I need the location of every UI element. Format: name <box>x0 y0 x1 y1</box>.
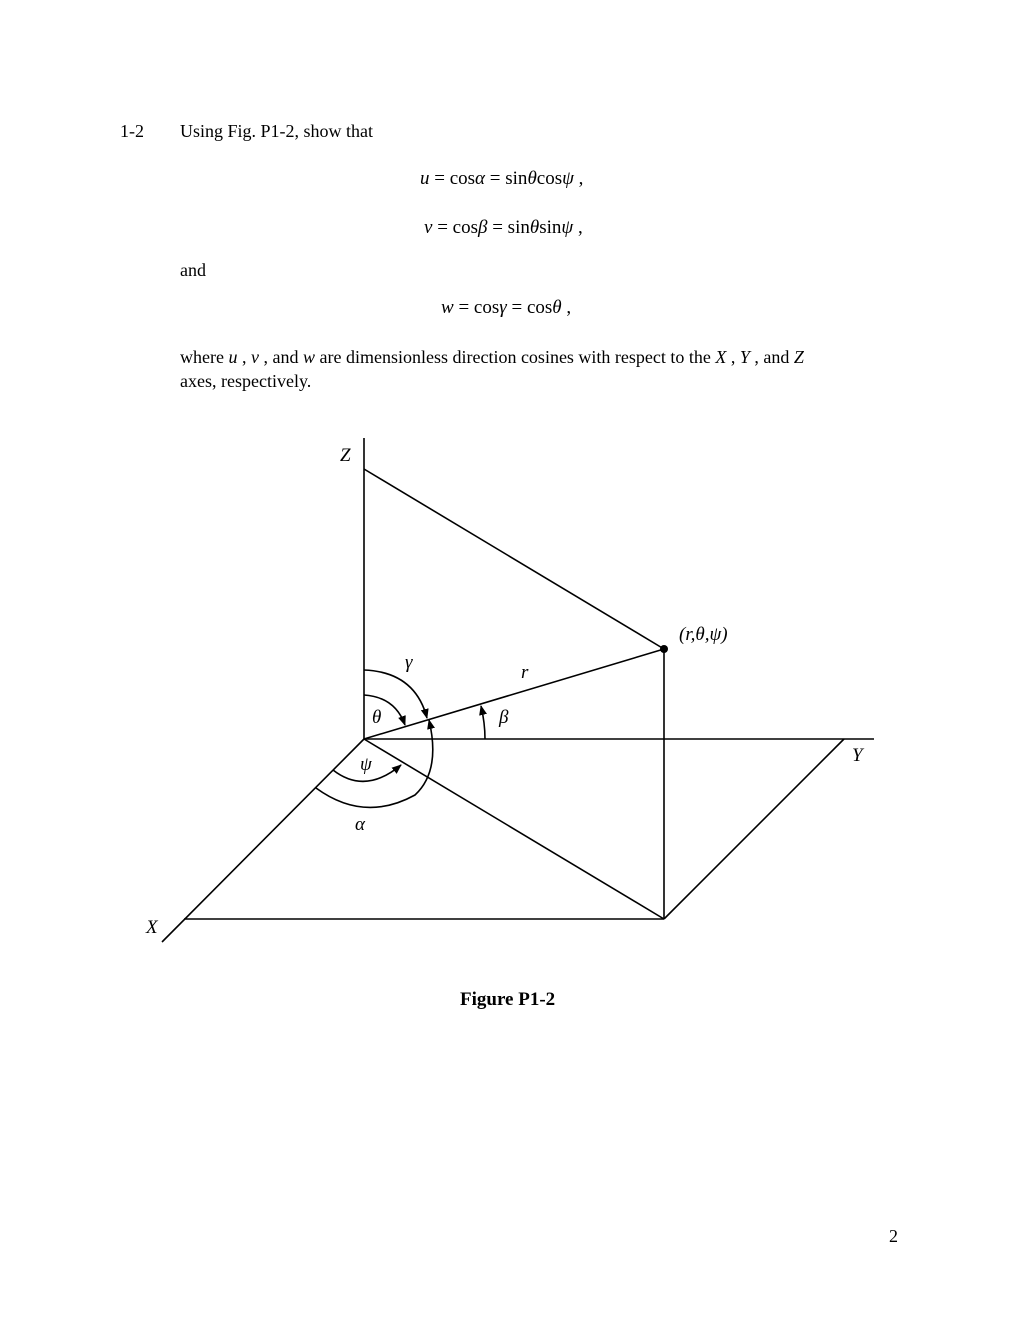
where-c4: , and <box>749 347 794 367</box>
beta-arc <box>481 706 485 739</box>
eq-v-theta: θ <box>529 217 540 238</box>
where-c1: , <box>237 347 251 367</box>
problem-intro: Using Fig. P1-2, show that <box>180 121 374 141</box>
eq-v-cos: cos <box>452 217 478 238</box>
eq-u-cos2: cos <box>536 168 563 189</box>
eq-w-lhs: w <box>441 297 454 318</box>
page-number: 2 <box>889 1226 898 1246</box>
x-axis <box>162 739 364 942</box>
eq-v-sin: sin <box>507 217 530 238</box>
where-z: Z <box>793 347 804 367</box>
where-c3: , <box>726 347 740 367</box>
problem-number: 1-2 <box>120 121 144 141</box>
psi-label: ψ <box>360 754 372 775</box>
eq-u-alpha: α <box>475 168 486 189</box>
and-text: and <box>180 260 206 280</box>
x-axis-label: X <box>146 917 158 938</box>
where-line-2: axes, respectively. <box>180 371 312 391</box>
where-y: Y <box>739 347 750 367</box>
z-axis-label: Z <box>340 445 351 466</box>
theta-arc <box>364 695 405 725</box>
alpha-label: α <box>355 814 365 835</box>
equation-w: w = cosγ = cosθ , <box>441 297 572 318</box>
z-to-point-line <box>364 469 664 649</box>
y-parallel-line <box>664 739 844 919</box>
eq-u-end: , <box>573 168 584 189</box>
eq-u-lhs: u <box>420 168 430 189</box>
gamma-label: γ <box>405 652 413 673</box>
eq-w-end: , <box>561 297 572 318</box>
eq-w-gamma: γ <box>499 297 507 318</box>
y-axis-label: Y <box>852 745 863 766</box>
where-u: u <box>228 347 238 367</box>
alpha-arc <box>316 720 433 807</box>
figure-caption: Figure P1-2 <box>460 989 556 1010</box>
equation-v: v = cosβ = sinθsinψ , <box>424 217 583 238</box>
eq-v-beta: β <box>477 217 488 238</box>
where-t1: are dimensionless direction cosines with respect to the <box>315 347 716 367</box>
where-c2: , and <box>258 347 303 367</box>
r-label: r <box>521 662 529 683</box>
theta-label: θ <box>372 707 382 728</box>
point-marker <box>660 645 668 653</box>
eq-w-cos2: cos <box>526 297 553 318</box>
where-word: where <box>180 347 229 367</box>
projection-line <box>364 739 664 919</box>
eq-u-sin: sin <box>505 168 528 189</box>
equation-u: u = cosα = sinθcosψ , <box>420 168 584 189</box>
point-label: (r,θ,ψ) <box>679 624 728 645</box>
eq-u-cos: cos <box>449 168 476 189</box>
eq-v-end: , <box>573 217 583 238</box>
eq-w-cos: cos <box>473 297 500 318</box>
where-v: v <box>250 347 259 367</box>
eq-v-lhs: v <box>424 217 433 238</box>
eq-v-sin2: sin <box>539 217 562 238</box>
beta-label: β <box>499 707 509 728</box>
where-x: X <box>715 347 727 367</box>
eq-v-psi: ψ <box>561 217 574 238</box>
where-w: w <box>302 347 315 367</box>
eq-u-theta: θ <box>527 168 537 189</box>
eq-w-theta: θ <box>552 297 562 318</box>
eq-u-psi: ψ <box>562 168 574 189</box>
